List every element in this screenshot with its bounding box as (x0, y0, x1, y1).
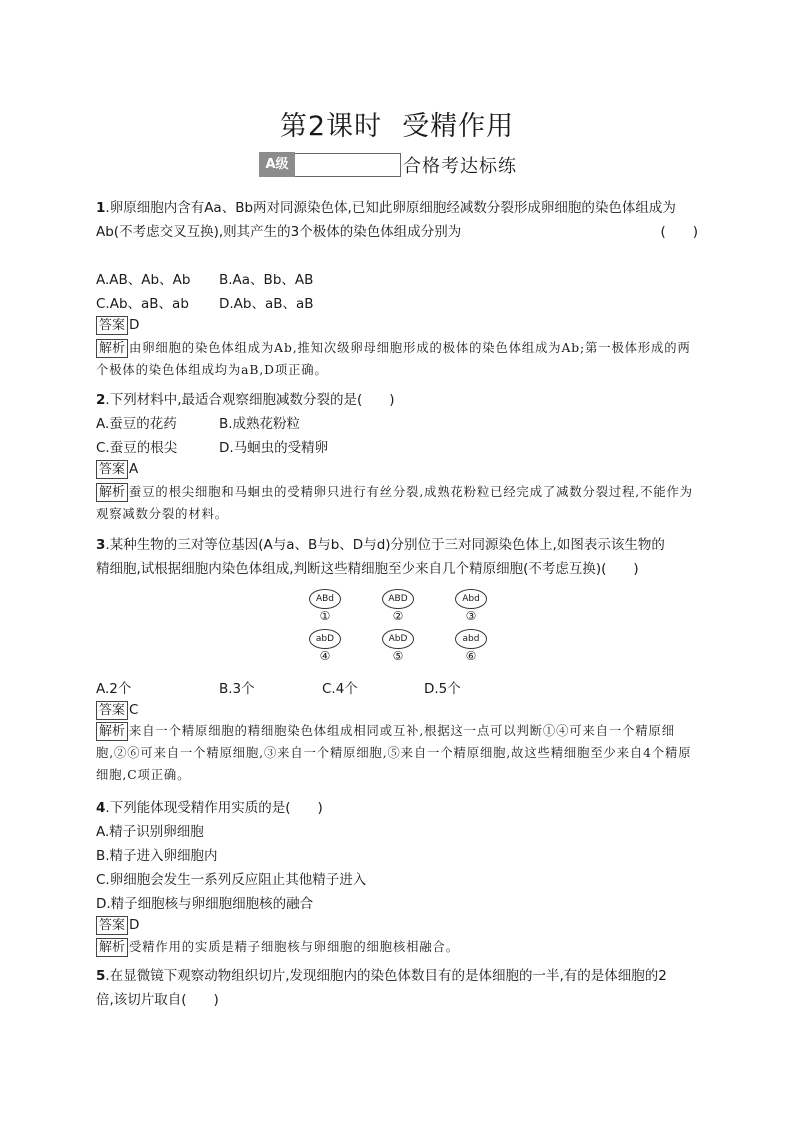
answer-paren: ( ) (660, 224, 698, 240)
sperm-cell (382, 629, 414, 663)
cell-number: ④ (319, 649, 331, 663)
cell-genotype: abD (309, 629, 341, 649)
cell-number: ⑥ (465, 649, 477, 663)
cell-number: ⑤ (392, 649, 404, 663)
answer-tag: 答案 (96, 460, 128, 479)
question-stem: 5.在显微镜下观察动物组织切片,发现细胞内的染色体数目有的是体细胞的一半,有的是体细胞的2 (96, 968, 667, 984)
cell-number: ③ (465, 609, 477, 623)
level-header (259, 152, 517, 177)
sperm-cell (455, 629, 487, 663)
sperm-cell (309, 589, 341, 623)
answer-value: D (129, 317, 140, 333)
question-stem: 2.下列材料中,最适合观察细胞减数分裂的是( ) (96, 392, 395, 408)
analysis-block (96, 481, 702, 525)
page-title (0, 104, 794, 143)
answer-value: A (129, 461, 139, 477)
option: C.4个 (322, 681, 358, 697)
cell-number: ① (319, 609, 331, 623)
answer-value: D (129, 917, 140, 933)
option: D.5个 (424, 681, 461, 697)
option: D.精子细胞核与卵细胞细胞核的融合 (96, 896, 314, 912)
answer-value: C (129, 702, 139, 718)
sperm-cell (382, 589, 414, 623)
option: A.蚕豆的花药 (96, 416, 177, 432)
option: A.精子识别卵细胞 (96, 824, 204, 840)
level-name-blank (295, 153, 401, 177)
option: B.精子进入卵细胞内 (96, 848, 218, 864)
question-stem: 3.某种生物的三对等位基因(A与a、B与b、D与d)分别位于三对同源染色体上,如图表示该生物的 (96, 537, 665, 553)
option: B.Aa、Bb、AB (219, 272, 314, 288)
sperm-cell (309, 629, 341, 663)
cell-genotype: abd (455, 629, 487, 649)
analysis-text: 蚕豆的根尖细胞和马蛔虫的受精卵只进行有丝分裂,成熟花粉粒已经完成了减数分裂过程,不能作为观察减数分裂的材料。 (96, 485, 693, 521)
cell-genotype: Abd (455, 589, 487, 609)
option: D.Ab、aB、aB (219, 296, 314, 312)
question-stem: 4.下列能体现受精作用实质的是( ) (96, 800, 323, 816)
cell-number: ② (392, 609, 404, 623)
cell-genotype: ABd (309, 589, 341, 609)
analysis-text: 来自一个精原细胞的精细胞染色体组成相同或互补,根据这一点可以判断①④可来自一个精原细胞,②⑥可来自一个精原细胞,③来自一个精原细胞,⑤来自一个精原细胞,故这些精细胞至少来自4个精原细胞,C项正确。 (96, 724, 692, 782)
analysis-text: 由卵细胞的染色体组成为Ab,推知次级卵母细胞形成的极体的染色体组成为Ab;第一极体形成的两个极体的染色体组成均为aB,D项正确。 (96, 341, 691, 377)
option: D.马蛔虫的受精卵 (219, 440, 329, 456)
option: A.2个 (96, 681, 132, 697)
option: C.蚕豆的根尖 (96, 440, 178, 456)
analysis-tag: 解析 (96, 339, 128, 358)
option: A.AB、Ab、Ab (96, 272, 191, 288)
option: C.Ab、aB、ab (96, 296, 189, 312)
question-stem: 精细胞,试根据细胞内染色体组成,判断这些精细胞至少来自几个精原细胞(不考虑互换)( ) (96, 561, 639, 577)
answer-tag: 答案 (96, 316, 128, 335)
analysis-block (96, 936, 702, 958)
lesson-topic: 受精作用 (402, 111, 515, 142)
answer-tag: 答案 (96, 916, 128, 935)
level-subtitle: 合格考达标练 (403, 155, 517, 177)
analysis-tag: 解析 (96, 483, 128, 502)
analysis-block (96, 337, 702, 381)
answer-line (96, 916, 139, 935)
analysis-text: 受精作用的实质是精子细胞核与卵细胞的细胞核相融合。 (129, 940, 459, 954)
option: C.卵细胞会发生一系列反应阻止其他精子进入 (96, 872, 367, 888)
question-stem: 1.卵原细胞内含有Aa、Bb两对同源染色体,已知此卵原细胞经减数分裂形成卵细胞的染色体组成为 (96, 200, 676, 216)
answer-line (96, 701, 138, 720)
sperm-cell (455, 589, 487, 623)
cell-genotype: AbD (382, 629, 414, 649)
answer-line (96, 460, 138, 479)
analysis-tag: 解析 (96, 938, 128, 957)
answer-line (96, 316, 139, 335)
question-stem: 倍,该切片取自( ) (96, 992, 219, 1008)
level-badge: A级 (259, 152, 295, 177)
answer-tag: 答案 (96, 701, 128, 720)
cell-genotype: ABD (382, 589, 414, 609)
lesson-number: 第2课时 (279, 111, 383, 142)
analysis-tag: 解析 (96, 722, 128, 741)
analysis-block (96, 720, 702, 786)
option: B.3个 (219, 681, 255, 697)
option: B.成熟花粉粒 (219, 416, 301, 432)
question-stem: Ab(不考虑交叉互换),则其产生的3个极体的染色体组成分别为 (96, 224, 462, 240)
